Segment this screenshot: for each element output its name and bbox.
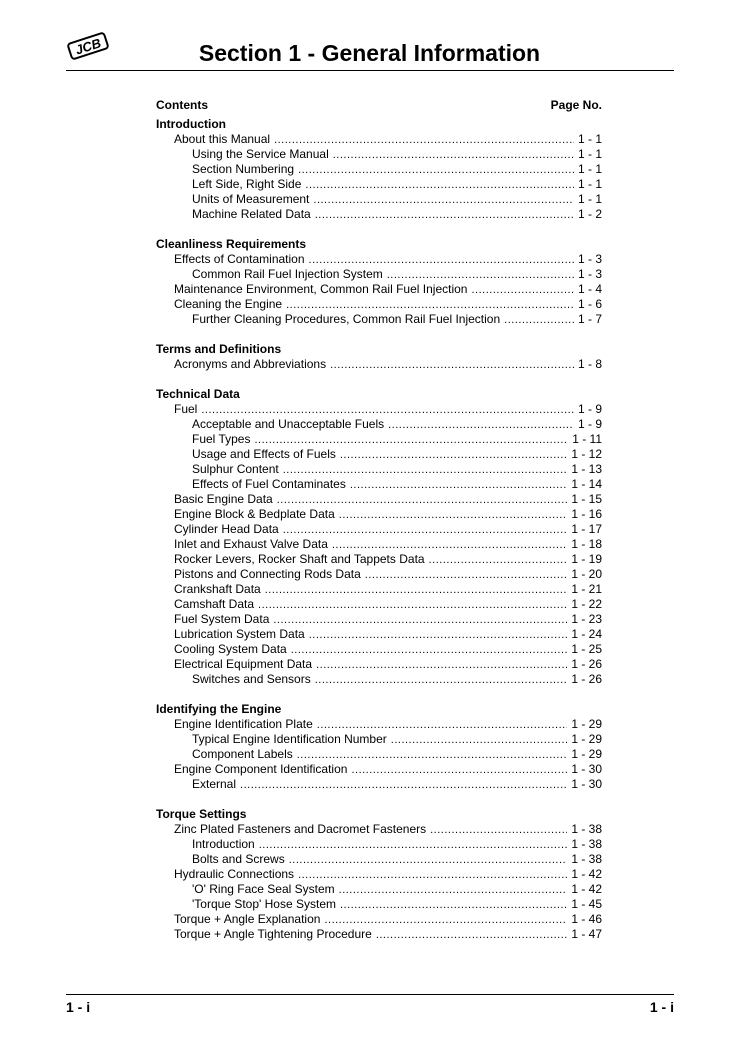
dot-leader	[376, 928, 568, 942]
dot-leader	[330, 358, 574, 372]
toc-entry-page: 1 - 25	[571, 642, 602, 656]
toc-entry-label: Lubrication System Data	[174, 627, 305, 641]
dot-leader	[259, 838, 568, 852]
dot-leader	[315, 673, 568, 687]
toc-entry-page: 1 - 20	[571, 567, 602, 581]
dot-leader	[277, 493, 568, 507]
toc-entry[interactable]	[156, 777, 602, 792]
toc-entry-page: 1 - 8	[577, 357, 602, 371]
toc-entry-label: Component Labels	[192, 747, 293, 761]
page-number-label: Page No.	[550, 98, 602, 112]
dot-leader	[298, 163, 574, 177]
dot-leader	[297, 748, 568, 762]
toc-entry[interactable]	[156, 282, 602, 297]
toc-entry-page: 1 - 18	[571, 537, 602, 551]
toc-entry-page: 1 - 46	[571, 912, 602, 926]
toc-entry[interactable]	[156, 462, 602, 477]
toc-entry-label: Engine Block & Bedplate Data	[174, 507, 335, 521]
dot-leader	[240, 778, 567, 792]
toc-entry-page: 1 - 23	[571, 612, 602, 626]
dot-leader	[340, 898, 567, 912]
toc-entry-label: Maintenance Environment, Common Rail Fuel Injection	[174, 282, 468, 296]
toc-entry-page: 1 - 7	[577, 312, 602, 326]
dot-leader	[298, 868, 567, 882]
dot-leader	[324, 913, 567, 927]
toc-entry-label: Sulphur Content	[192, 462, 279, 476]
toc-entry[interactable]	[156, 822, 602, 837]
toc-entry[interactable]	[156, 762, 602, 777]
toc-entry[interactable]	[156, 312, 602, 327]
footer-page-number-right: 1 - i	[649, 999, 674, 1015]
toc-entry-page: 1 - 29	[571, 717, 602, 731]
contents-label: Contents	[156, 98, 208, 112]
toc-section-title[interactable]: Terms and Definitions	[156, 342, 282, 356]
dot-leader	[391, 733, 568, 747]
toc-entry-label: Basic Engine Data	[174, 492, 273, 506]
toc-section	[156, 387, 602, 687]
toc-entry-label: Camshaft Data	[174, 597, 255, 611]
toc-entry-page: 1 - 1	[577, 147, 602, 161]
toc-entry-label: Units of Measurement	[192, 192, 310, 206]
toc-entry[interactable]	[156, 582, 602, 597]
toc-section-title[interactable]: Cleanliness Requirements	[156, 237, 307, 251]
toc-entry-label: Switches and Sensors	[192, 672, 311, 686]
toc-entry-page: 1 - 16	[571, 507, 602, 521]
toc-section	[156, 237, 602, 327]
dot-leader	[291, 643, 568, 657]
toc-entry[interactable]	[156, 627, 602, 642]
dot-leader	[283, 463, 568, 477]
toc-entry[interactable]	[156, 297, 602, 312]
toc-entry-page: 1 - 21	[571, 582, 602, 596]
toc-entry[interactable]	[156, 837, 602, 852]
toc-entry-label: Electrical Equipment Data	[174, 657, 313, 671]
toc-entry[interactable]	[156, 747, 602, 762]
toc-entry-label: Left Side, Right Side	[192, 177, 302, 191]
dot-leader	[471, 283, 574, 297]
dot-leader	[333, 148, 574, 162]
dot-leader	[430, 823, 567, 837]
dot-leader	[332, 538, 567, 552]
toc-entry[interactable]	[156, 897, 602, 912]
toc-entry[interactable]	[156, 927, 602, 942]
toc-entry-page: 1 - 14	[571, 477, 602, 491]
dot-leader	[274, 133, 574, 147]
toc-entry-page: 1 - 6	[577, 297, 602, 311]
toc-entry-label: Common Rail Fuel Injection System	[192, 267, 383, 281]
toc-entry-label: Engine Component Identification	[174, 762, 348, 776]
toc-entry-page: 1 - 2	[577, 207, 602, 221]
dot-leader	[339, 883, 568, 897]
toc-entry-label: Torque + Angle Explanation	[174, 912, 321, 926]
toc-section	[156, 342, 602, 372]
dot-leader	[273, 613, 567, 627]
header-divider	[66, 70, 674, 71]
toc-entry-label: Usage and Effects of Fuels	[192, 447, 336, 461]
toc-entry-label: Rocker Levers, Rocker Shaft and Tappets Data	[174, 552, 425, 566]
toc-entry[interactable]	[156, 642, 602, 657]
toc-entry[interactable]	[156, 507, 602, 522]
toc-entry[interactable]	[156, 912, 602, 927]
toc-entry-page: 1 - 4	[577, 282, 602, 296]
toc-entry-page: 1 - 42	[571, 867, 602, 881]
toc-entry[interactable]	[156, 132, 602, 147]
toc-entry[interactable]	[156, 492, 602, 507]
toc-entry[interactable]	[156, 267, 602, 282]
toc-entry-page: 1 - 1	[577, 192, 602, 206]
dot-leader	[286, 298, 574, 312]
toc-entry-label: Crankshaft Data	[174, 582, 261, 596]
dot-leader	[289, 853, 568, 867]
toc-entry[interactable]	[156, 882, 602, 897]
dot-leader	[387, 268, 574, 282]
toc-entry[interactable]	[156, 672, 602, 687]
toc-entry[interactable]	[156, 207, 602, 222]
toc-entry-page: 1 - 3	[577, 252, 602, 266]
toc-entry-page: 1 - 30	[571, 777, 602, 791]
toc-entry-label: 'Torque Stop' Hose System	[192, 897, 336, 911]
table-of-contents	[156, 98, 602, 957]
toc-entry[interactable]	[156, 657, 602, 672]
dot-leader	[265, 583, 568, 597]
toc-entry-page: 1 - 42	[571, 882, 602, 896]
dot-leader	[305, 178, 574, 192]
toc-section	[156, 807, 602, 942]
toc-entry[interactable]	[156, 357, 602, 372]
toc-entry[interactable]	[156, 447, 602, 462]
toc-entry[interactable]	[156, 477, 602, 492]
toc-entry-page: 1 - 30	[571, 762, 602, 776]
toc-entry[interactable]	[156, 537, 602, 552]
toc-entry-page: 1 - 38	[571, 822, 602, 836]
dot-leader	[339, 508, 568, 522]
toc-entry-label: Section Numbering	[192, 162, 295, 176]
toc-entry[interactable]	[156, 717, 602, 732]
toc-entry[interactable]	[156, 597, 602, 612]
toc-entry-label: External	[192, 777, 237, 791]
toc-entry[interactable]	[156, 852, 602, 867]
dot-leader	[316, 658, 567, 672]
toc-entry-page: 1 - 38	[571, 837, 602, 851]
toc-entry-page: 1 - 29	[571, 747, 602, 761]
toc-entry-page: 1 - 13	[571, 462, 602, 476]
toc-entry-label: Effects of Fuel Contaminates	[192, 477, 346, 491]
toc-entry-label: Fuel Types	[192, 432, 251, 446]
dot-leader	[317, 718, 568, 732]
toc-entry-label: Torque + Angle Tightening Procedure	[174, 927, 372, 941]
toc-entry-page: 1 - 45	[571, 897, 602, 911]
toc-entry-page: 1 - 26	[571, 657, 602, 671]
toc-entry-label: 'O' Ring Face Seal System	[192, 882, 335, 896]
toc-entry-label: Fuel System Data	[174, 612, 270, 626]
toc-entry[interactable]	[156, 192, 602, 207]
toc-entry[interactable]	[156, 522, 602, 537]
toc-entry-label: Cleaning the Engine	[174, 297, 283, 311]
toc-entry-label: Zinc Plated Fasteners and Dacromet Fasteners	[174, 822, 427, 836]
toc-section-title[interactable]: Introduction	[156, 117, 226, 131]
toc-entry[interactable]	[156, 147, 602, 162]
toc-entry[interactable]	[156, 612, 602, 627]
toc-entry-label: Typical Engine Identification Number	[192, 732, 387, 746]
toc-entry[interactable]	[156, 402, 602, 417]
toc-entry-label: Hydraulic Connections	[174, 867, 295, 881]
toc-entry[interactable]	[156, 177, 602, 192]
toc-entry-label: Inlet and Exhaust Valve Data	[174, 537, 328, 551]
toc-entry-page: 1 - 1	[577, 177, 602, 191]
jcb-logo-text: JCB	[73, 35, 103, 58]
dot-leader	[201, 403, 574, 417]
toc-entry-page: 1 - 24	[571, 627, 602, 641]
dot-leader	[350, 478, 567, 492]
toc-entry-page: 1 - 22	[571, 597, 602, 611]
toc-entry-label: Cylinder Head Data	[174, 522, 279, 536]
toc-entry[interactable]	[156, 732, 602, 747]
dot-leader	[283, 523, 568, 537]
toc-entry-page: 1 - 12	[571, 447, 602, 461]
toc-section-title[interactable]: Identifying the Engine	[156, 702, 282, 716]
dot-leader	[340, 448, 567, 462]
toc-entry-page: 1 - 11	[572, 432, 602, 446]
toc-section-title[interactable]: Torque Settings	[156, 807, 247, 821]
toc-entry[interactable]	[156, 567, 602, 582]
toc-entry-page: 1 - 3	[577, 267, 602, 281]
toc-entry-label: About this Manual	[174, 132, 271, 146]
toc-entry-page: 1 - 15	[571, 492, 602, 506]
dot-leader	[315, 208, 574, 222]
dot-leader	[254, 433, 568, 447]
dot-leader	[258, 598, 567, 612]
dot-leader	[309, 628, 568, 642]
footer-divider	[66, 994, 674, 995]
toc-section-title[interactable]: Technical Data	[156, 387, 240, 401]
dot-leader	[365, 568, 568, 582]
page-title: Section 1 - General Information	[198, 40, 541, 66]
toc-entry[interactable]	[156, 162, 602, 177]
toc-entry-label: Further Cleaning Procedures, Common Rail Fuel Injection	[192, 312, 501, 326]
dot-leader	[504, 313, 574, 327]
toc-entry-label: Acronyms and Abbreviations	[174, 357, 327, 371]
toc-entry[interactable]	[156, 552, 602, 567]
toc-entry-label: Cooling System Data	[174, 642, 287, 656]
toc-header	[156, 98, 602, 113]
toc-entry-page: 1 - 17	[571, 522, 602, 536]
toc-entry-label: Machine Related Data	[192, 207, 311, 221]
dot-leader	[313, 193, 574, 207]
toc-entry-page: 1 - 47	[571, 927, 602, 941]
toc-entry-page: 1 - 29	[571, 732, 602, 746]
footer-page-number-left: 1 - i	[66, 999, 91, 1015]
toc-sections	[156, 117, 602, 942]
toc-entry-label: Using the Service Manual	[192, 147, 329, 161]
toc-entry-label: Introduction	[192, 837, 255, 851]
toc-entry-page: 1 - 19	[571, 552, 602, 566]
toc-entry-label: Bolts and Screws	[192, 852, 285, 866]
toc-entry-page: 1 - 26	[571, 672, 602, 686]
toc-entry-page: 1 - 38	[571, 852, 602, 866]
toc-entry[interactable]	[156, 417, 602, 432]
dot-leader	[429, 553, 568, 567]
toc-entry-label: Fuel	[174, 402, 198, 416]
toc-entry[interactable]	[156, 867, 602, 882]
toc-entry-label: Engine Identification Plate	[174, 717, 313, 731]
toc-entry[interactable]	[156, 432, 602, 447]
toc-entry-page: 1 - 9	[577, 417, 602, 431]
toc-section	[156, 702, 602, 792]
toc-entry-label: Pistons and Connecting Rods Data	[174, 567, 361, 581]
dot-leader	[388, 418, 574, 432]
toc-entry[interactable]	[156, 252, 602, 267]
toc-entry-page: 1 - 1	[577, 162, 602, 176]
toc-section	[156, 117, 602, 222]
toc-entry-page: 1 - 1	[577, 132, 602, 146]
toc-entry-label: Acceptable and Unacceptable Fuels	[192, 417, 385, 431]
toc-entry-page: 1 - 9	[577, 402, 602, 416]
toc-entry-label: Effects of Contamination	[174, 252, 305, 266]
dot-leader	[351, 763, 567, 777]
dot-leader	[309, 253, 574, 267]
